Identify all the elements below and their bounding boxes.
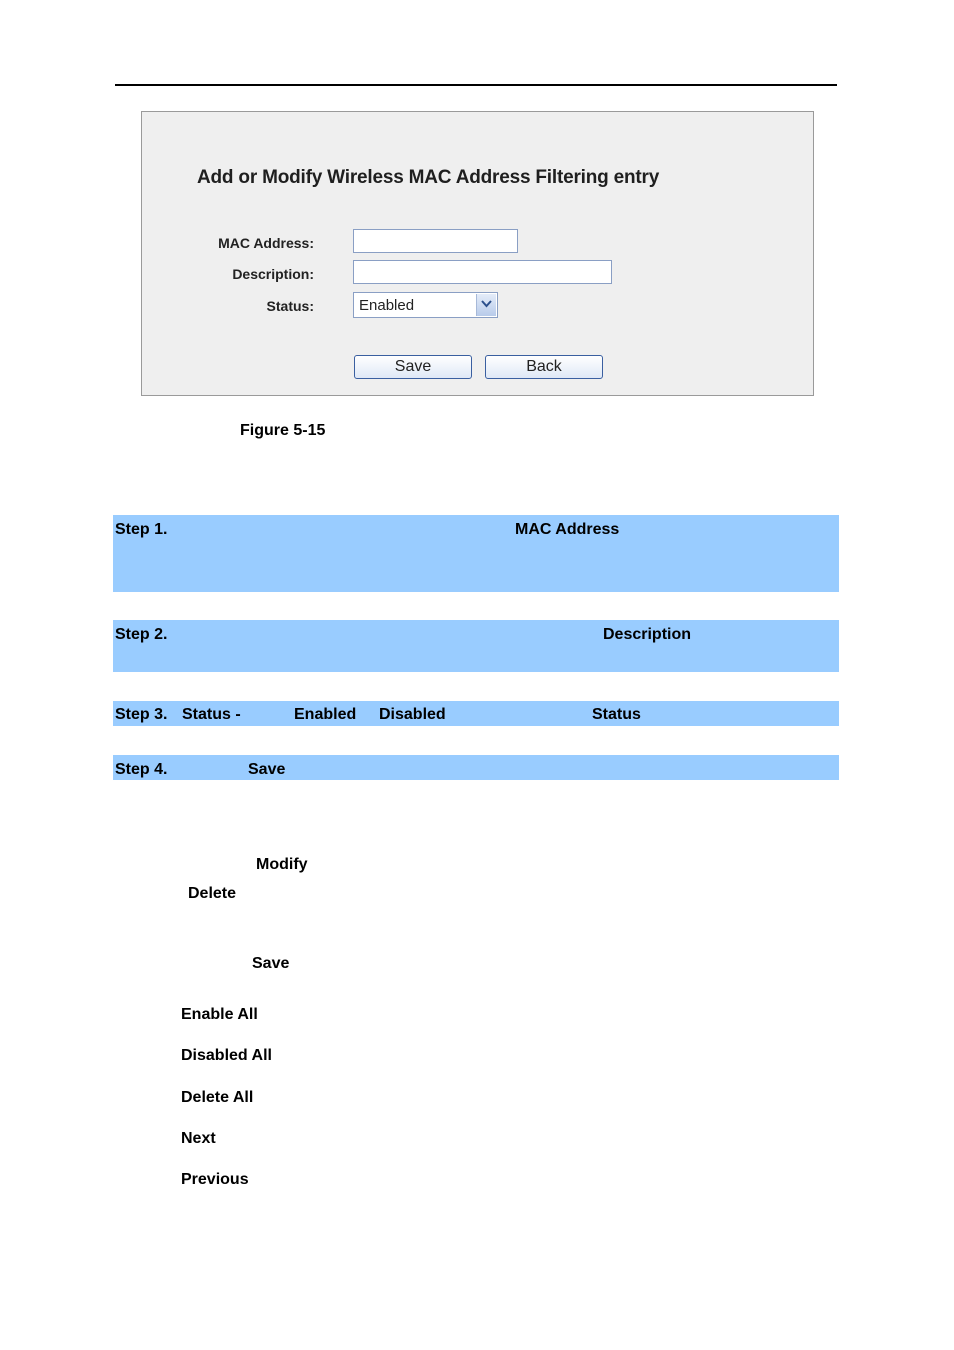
- status-selected-value: Enabled: [359, 297, 415, 314]
- term-enable-all: Enable All: [181, 1006, 258, 1023]
- save-button[interactable]: Save: [354, 355, 472, 379]
- header-rule: [115, 84, 837, 86]
- step-1-label: Step 1.: [115, 521, 168, 538]
- step-4-term: Save: [248, 761, 286, 778]
- description-label: Description:: [232, 266, 314, 282]
- status-label: Status:: [266, 298, 314, 314]
- mac-address-label: MAC Address:: [218, 235, 314, 251]
- term-modify: Modify: [256, 856, 308, 873]
- term-delete: Delete: [188, 885, 237, 902]
- term-next: Next: [181, 1130, 216, 1147]
- step-3-status: Status -: [182, 706, 241, 723]
- description-input[interactable]: [353, 260, 612, 284]
- step-2-band: [113, 620, 839, 672]
- status-select[interactable]: [353, 292, 498, 318]
- panel-title: Add or Modify Wireless MAC Address Filtering entry: [197, 167, 660, 188]
- step-1-term: MAC Address: [515, 521, 620, 538]
- term-previous: Previous: [181, 1171, 249, 1188]
- step-3-term: Status: [592, 706, 641, 723]
- mac-filter-entry-panel: [141, 111, 814, 396]
- step-2-term: Description: [603, 626, 692, 643]
- back-button[interactable]: Back: [485, 355, 603, 379]
- step-3-label: Step 3.: [115, 706, 168, 723]
- step-2-label: Step 2.: [115, 626, 168, 643]
- term-disabled-all: Disabled All: [181, 1047, 272, 1064]
- step-1-band: [113, 515, 839, 592]
- term-delete-all: Delete All: [181, 1089, 254, 1106]
- step-3-band: [113, 701, 839, 726]
- mac-address-input[interactable]: [353, 229, 518, 253]
- figure-caption: Figure 5-15: [240, 422, 326, 439]
- chevron-down-icon[interactable]: [476, 294, 496, 316]
- step-4-label: Step 4.: [115, 761, 168, 778]
- step-3-disabled: Disabled: [379, 706, 446, 723]
- term-save: Save: [252, 955, 290, 972]
- step-4-band: [113, 755, 839, 780]
- step-3-enabled: Enabled: [294, 706, 357, 723]
